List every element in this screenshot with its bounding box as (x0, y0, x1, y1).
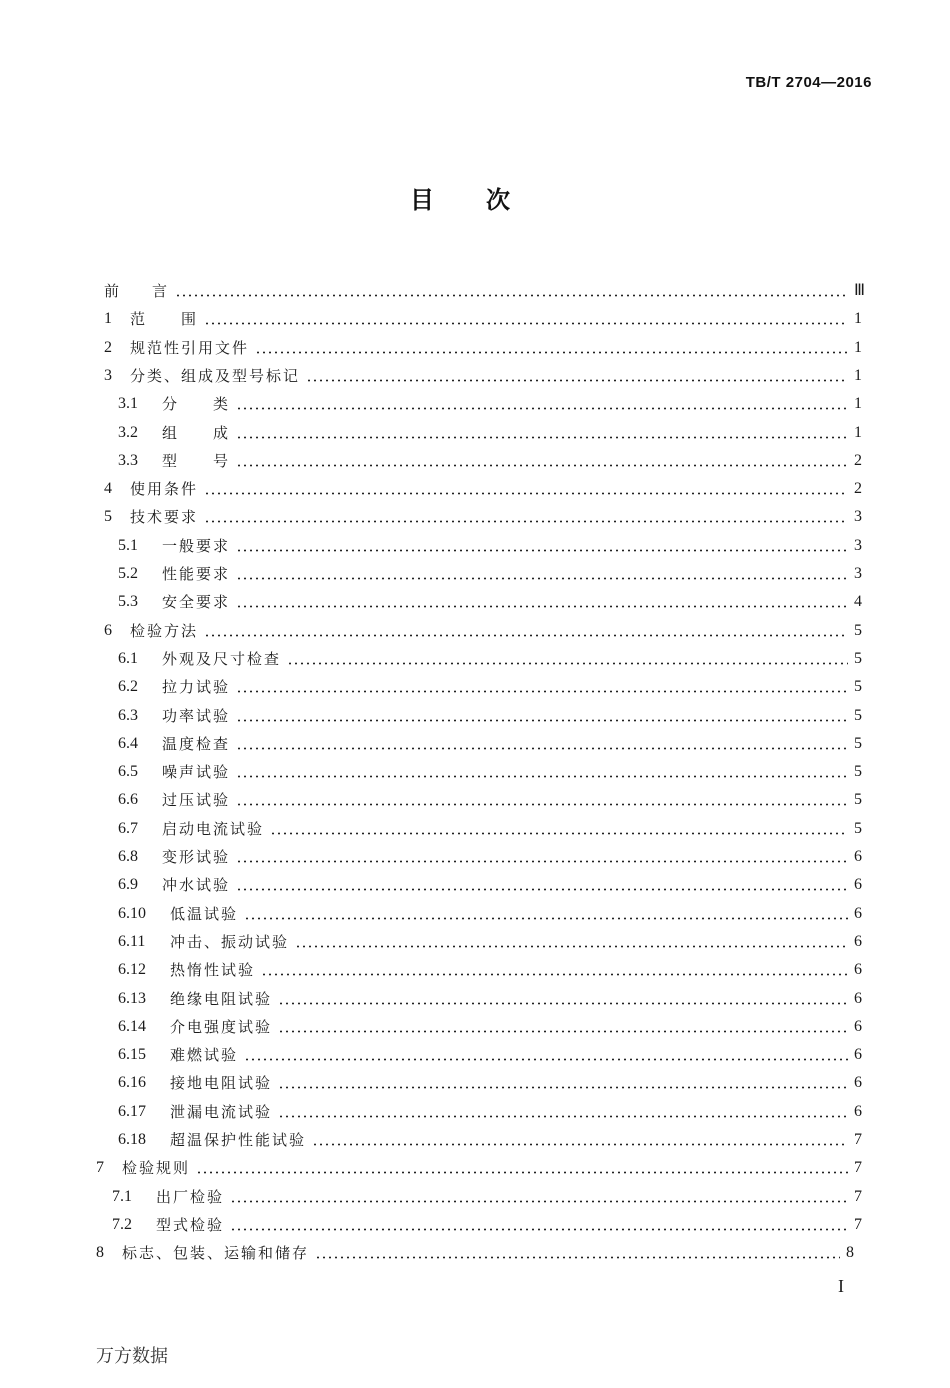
toc-entry-page: 6 (854, 1074, 862, 1092)
toc-entry-title: 功率试验 (162, 706, 231, 725)
toc-entry-title: 难燃试验 (170, 1046, 239, 1065)
toc-entry-title: 冲击、振动试验 (170, 932, 290, 951)
toc-entry-number: 6.14 (118, 1017, 146, 1035)
toc-entry-page: 3 (854, 508, 862, 526)
toc-entry-number: 6.10 (118, 904, 146, 922)
toc-entry-page: 2 (854, 451, 862, 469)
toc-entry-title: 启动电流试验 (162, 819, 265, 838)
toc-entry-title: 组 成 (162, 423, 231, 442)
toc-entry-number: 6.8 (118, 848, 138, 865)
toc-entry-page: 4 (854, 593, 862, 611)
toc-entry-number: 7.1 (112, 1187, 132, 1205)
toc-entry[interactable] (118, 785, 868, 809)
toc-leader-dots (204, 492, 848, 495)
toc-entry[interactable] (118, 927, 868, 951)
toc-entry-title: 检验规则 (122, 1159, 191, 1178)
toc-entry-page: 5 (854, 621, 862, 639)
toc-leader-dots (278, 1002, 848, 1005)
toc-entry-number: 6.2 (118, 678, 138, 696)
toc-entry-number: 6.7 (118, 819, 138, 837)
toc-entry[interactable] (118, 899, 868, 923)
toc-entry-page: 6 (854, 989, 862, 1007)
toc-entry-number: 6.13 (118, 989, 146, 1007)
toc-entry[interactable] (118, 701, 868, 725)
toc-entry-title: 超温保护性能试验 (170, 1131, 307, 1149)
toc-entry-page: 6 (854, 848, 862, 865)
toc-entry[interactable] (118, 1097, 868, 1121)
toc-entry-title: 变形试验 (162, 848, 231, 866)
toc-entry-page: 5 (854, 706, 862, 724)
toc-entry-number: 6.9 (118, 876, 138, 894)
toc-entry-number: 6.3 (118, 706, 138, 724)
toc-entry-title: 技术要求 (130, 508, 199, 527)
toc-entry[interactable] (96, 1238, 860, 1262)
toc-entry-number: 8 (96, 1244, 104, 1262)
toc-entry-title: 接地电阻试验 (170, 1074, 273, 1093)
toc-leader-dots (230, 1228, 848, 1231)
toc-entry-page: 6 (854, 961, 862, 979)
toc-entry[interactable] (104, 333, 868, 357)
toc-entry[interactable] (118, 984, 868, 1008)
toc-leader-dots (175, 294, 848, 297)
toc-entry-page: 5 (854, 678, 862, 696)
toc-entry[interactable] (104, 474, 868, 498)
toc-entry-page: Ⅲ (854, 282, 866, 299)
toc-entry-page: 6 (854, 932, 862, 950)
toc-entry-page: 1 (854, 395, 862, 413)
toc-entry-number: 前 (104, 282, 120, 300)
toc-entry-title: 一般要求 (162, 536, 231, 555)
toc-entry-title: 噪声试验 (162, 763, 231, 782)
toc-leader-dots (278, 1030, 848, 1033)
toc-entry[interactable] (118, 955, 868, 979)
toc-entry-title: 介电强度试验 (170, 1017, 273, 1036)
toc-leader-dots (204, 634, 848, 637)
toc-entry-page: 5 (854, 819, 862, 837)
toc-leader-dots (315, 1256, 840, 1259)
toc-leader-dots (236, 549, 848, 552)
toc-leader-dots (270, 832, 848, 835)
watermark: 万方数据 (96, 1346, 168, 1367)
toc-entry[interactable] (118, 672, 868, 696)
toc-entry[interactable] (118, 1068, 868, 1092)
toc-entry[interactable] (118, 1125, 868, 1149)
toc-entry-number: 6.1 (118, 649, 138, 667)
toc-entry-number: 5.2 (118, 565, 138, 582)
toc-entry[interactable] (118, 1012, 868, 1036)
toc-leader-dots (287, 662, 848, 665)
toc-entry-page: 5 (854, 763, 862, 781)
toc-entry[interactable] (118, 842, 868, 866)
toc-entry-title: 低温试验 (170, 904, 239, 923)
toc-entry-page: 6 (854, 1102, 862, 1120)
toc-entry-title: 范 围 (130, 310, 199, 329)
toc-entry-title: 拉力试验 (162, 678, 231, 697)
standard-code: TB/T 2704—2016 (745, 74, 872, 91)
toc-entry[interactable] (118, 531, 868, 555)
toc-entry-number: 6.15 (118, 1046, 146, 1064)
toc-entry-number: 6.6 (118, 791, 138, 809)
toc-entry[interactable] (118, 814, 868, 838)
toc-leader-dots (204, 520, 848, 523)
toc-leader-dots (236, 436, 848, 439)
toc-leader-dots (236, 577, 848, 580)
toc-entry-title: 出厂检验 (156, 1187, 225, 1206)
toc-entry-title: 分类、组成及型号标记 (130, 366, 301, 385)
toc-entry[interactable] (104, 361, 868, 385)
toc-leader-dots (236, 719, 848, 722)
toc-entry[interactable] (118, 587, 868, 611)
toc-entry-page: 1 (854, 423, 862, 441)
toc-entry-page: 1 (854, 310, 862, 328)
toc-entry-number: 6.5 (118, 763, 138, 781)
toc-entry-page: 6 (854, 904, 862, 922)
toc-entry[interactable] (118, 870, 868, 894)
toc-entry-title: 型 号 (162, 451, 231, 470)
toc-leader-dots (196, 1171, 848, 1174)
toc-leader-dots (236, 605, 848, 608)
toc-leader-dots (204, 322, 848, 325)
toc-entry-number: 4 (104, 480, 112, 498)
toc-entry[interactable] (104, 502, 868, 526)
toc-leader-dots (306, 379, 848, 382)
toc-entry-number: 5 (104, 508, 112, 526)
toc-entry-title: 安全要求 (162, 593, 231, 612)
toc-entry-page: 3 (854, 565, 862, 582)
toc-leader-dots (278, 1115, 848, 1118)
toc-entry-page: 1 (854, 338, 862, 356)
toc-leader-dots (236, 690, 848, 693)
toc-entry-title: 标志、包装、运输和储存 (122, 1244, 310, 1263)
toc-entry-title: 热惰性试验 (170, 961, 256, 980)
toc-entry[interactable] (118, 559, 868, 583)
toc-entry-page: 7 (854, 1187, 862, 1205)
toc-leader-dots (261, 973, 848, 976)
toc-leader-dots (312, 1143, 848, 1146)
toc-entry-number: 3.1 (118, 395, 138, 413)
toc-entry[interactable] (112, 1210, 868, 1234)
toc-entry-number: 7 (96, 1159, 104, 1177)
toc-entry[interactable] (104, 276, 868, 300)
toc-leader-dots (255, 351, 848, 354)
toc-entry-number: 3.3 (118, 451, 138, 469)
toc-entry[interactable] (118, 446, 868, 470)
toc-entry-title: 分 类 (162, 395, 231, 414)
toc-entry-number: 7.2 (112, 1215, 132, 1233)
toc-entry-title: 言 (152, 282, 170, 300)
toc-leader-dots (236, 888, 848, 891)
page-title: 目次 (410, 186, 562, 214)
toc-entry-page: 6 (854, 876, 862, 894)
toc-leader-dots (236, 803, 848, 806)
toc-entry[interactable] (118, 389, 868, 413)
toc-leader-dots (236, 860, 848, 863)
toc-leader-dots (236, 747, 848, 750)
toc-entry-page: 6 (854, 1017, 862, 1035)
toc-entry[interactable] (118, 418, 868, 442)
toc-entry-page: 5 (854, 649, 862, 667)
toc-entry-title: 性能要求 (162, 565, 231, 583)
toc-entry-number: 6.17 (118, 1102, 146, 1120)
page-number: I (838, 1276, 844, 1296)
toc-entry[interactable] (96, 1153, 868, 1177)
toc-leader-dots (278, 1086, 848, 1089)
toc-entry-page: 7 (854, 1215, 862, 1233)
toc-entry-title: 过压试验 (162, 791, 231, 810)
toc-entry-number: 6.16 (118, 1074, 146, 1092)
toc-entry-page: 1 (854, 366, 862, 384)
toc-entry-title: 检验方法 (130, 621, 199, 640)
toc-entry-number: 6.4 (118, 734, 138, 752)
toc-entry-number: 5.3 (118, 593, 138, 611)
toc-entry-page: 7 (854, 1131, 862, 1148)
toc-entry-title: 使用条件 (130, 480, 199, 499)
toc-entry-title: 绝缘电阻试验 (170, 989, 273, 1008)
toc-entry[interactable] (104, 616, 868, 640)
toc-entry-number: 6 (104, 621, 112, 639)
toc-leader-dots (295, 945, 848, 948)
toc-entry-title: 温度检查 (162, 734, 231, 753)
toc-entry-page: 8 (846, 1244, 854, 1262)
toc-entry-title: 泄漏电流试验 (170, 1102, 273, 1121)
toc-entry-title: 型式检验 (156, 1215, 225, 1234)
toc-leader-dots (236, 464, 848, 467)
toc-leader-dots (236, 407, 848, 410)
toc-leader-dots (236, 775, 848, 778)
toc-entry-page: 2 (854, 480, 862, 498)
toc-entry[interactable] (118, 1040, 868, 1064)
toc-entry-title: 冲水试验 (162, 876, 231, 895)
toc-entry-page: 3 (854, 536, 862, 554)
toc-entry-title: 规范性引用文件 (130, 338, 250, 357)
toc-entry-number: 6.11 (118, 932, 146, 950)
toc-entry[interactable] (118, 644, 868, 668)
toc-entry[interactable] (104, 304, 868, 328)
toc-entry[interactable] (112, 1182, 868, 1206)
toc-entry-number: 3 (104, 366, 112, 384)
toc-leader-dots (244, 917, 848, 920)
toc-entry-number: 1 (104, 310, 112, 328)
toc-entry-page: 5 (854, 791, 862, 809)
toc-entry-number: 6.18 (118, 1131, 146, 1148)
toc-entry-number: 2 (104, 338, 112, 356)
toc-entry-page: 7 (854, 1159, 862, 1177)
toc-entry-number: 6.12 (118, 961, 146, 979)
toc-entry-number: 5.1 (118, 536, 138, 554)
toc-entry-page: 6 (854, 1046, 862, 1064)
toc-entry-title: 外观及尺寸检查 (162, 649, 282, 668)
toc-leader-dots (230, 1200, 848, 1203)
toc-leader-dots (244, 1058, 848, 1061)
toc-entry[interactable] (118, 757, 868, 781)
toc-entry[interactable] (118, 729, 868, 753)
toc-entry-number: 3.2 (118, 423, 138, 441)
toc-entry-page: 5 (854, 734, 862, 752)
